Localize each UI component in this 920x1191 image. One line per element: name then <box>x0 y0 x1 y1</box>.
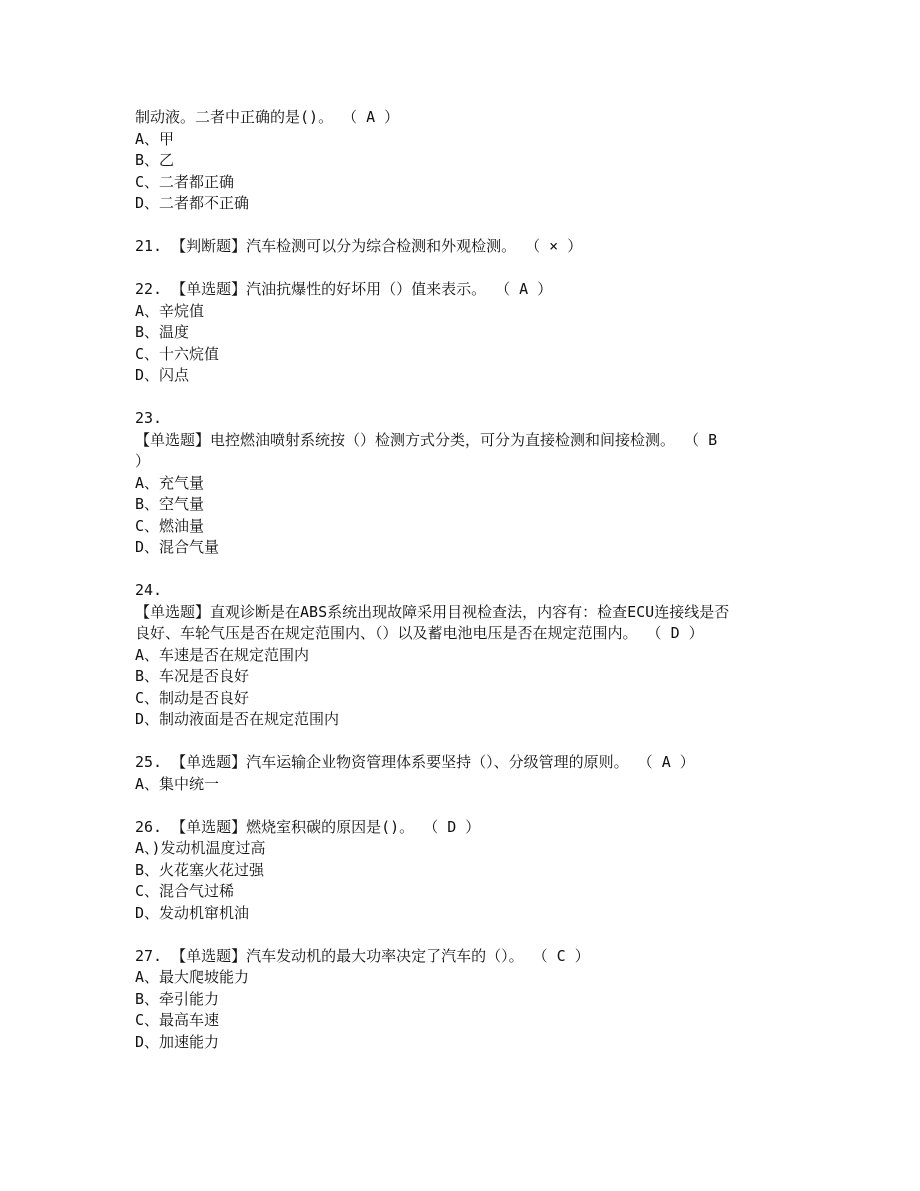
text-line: A、)发动机温度过高 <box>135 839 266 857</box>
text-line: C、燃油量 <box>135 516 205 535</box>
text-line: A、辛烷值 <box>135 301 205 320</box>
block-spacer <box>135 258 785 280</box>
text-line: D、发动机窜机油 <box>135 903 250 922</box>
question-line: 27. 【单选题】汽车发动机的最大功率决定了汽车的（）。 （ C ） <box>135 946 590 965</box>
text-line: C、二者都正确 <box>135 172 235 191</box>
text-line: B、温度 <box>135 323 190 341</box>
question-line: 21. 【判断题】汽车检测可以分为综合检测和外观检测。 （ × ） <box>135 237 583 255</box>
text-line: B、乙 <box>135 151 175 169</box>
block-spacer <box>135 795 785 817</box>
question-line: 24. <box>135 581 163 599</box>
text-line: B、火花塞火花过强 <box>135 860 265 879</box>
block-spacer <box>135 387 785 409</box>
question-block <box>135 236 785 258</box>
question-block <box>135 408 785 559</box>
text-line: D、制动液面是否在规定范围内 <box>135 710 340 728</box>
question-block <box>135 279 785 387</box>
question-line: 23. <box>135 409 163 427</box>
question-line: 25. 【单选题】汽车运输企业物资管理体系要坚持（）、分级管理的原则。 （ A ） <box>135 753 695 771</box>
block-spacer <box>135 731 785 753</box>
text-line: 【单选题】直观诊断是在ABS系统出现故障采用目视检查法，内容有：检查ECU连接线是否 <box>135 602 730 621</box>
text-line: C、十六烷值 <box>135 344 220 363</box>
question-block <box>135 752 785 795</box>
text-line: ） <box>135 452 151 470</box>
text-line: A、集中统一 <box>135 774 220 793</box>
question-block <box>135 817 785 925</box>
text-line: A、甲 <box>135 129 175 148</box>
text-line: D、加速能力 <box>135 1032 220 1051</box>
text-line: A、车速是否在规定范围内 <box>135 645 310 664</box>
text-line: B、空气量 <box>135 495 205 513</box>
question-block <box>135 580 785 731</box>
text-line: A、充气量 <box>135 473 205 492</box>
text-line: D、混合气量 <box>135 538 220 556</box>
block-spacer <box>135 924 785 946</box>
question-block <box>135 107 785 215</box>
document-body <box>135 107 785 1053</box>
block-spacer <box>135 559 785 581</box>
question-line: 26. 【单选题】燃烧室积碳的原因是()。 （ D ） <box>135 817 481 836</box>
question-line: 22. 【单选题】汽油抗爆性的好坏用（）值来表示。 （ A ） <box>135 280 553 298</box>
question-block <box>135 946 785 1054</box>
text-line: 良好、车轮气压是否在规定范围内、（）以及蓄电池电压是否在规定范围内。 （ D ） <box>135 624 704 642</box>
block-spacer <box>135 215 785 237</box>
text-line: D、闪点 <box>135 366 190 384</box>
text-line: 【单选题】电控燃油喷射系统按（）检测方式分类，可分为直接检测和间接检测。 （ B <box>135 430 718 449</box>
text-line: C、最高车速 <box>135 1011 220 1029</box>
text-line: D、二者都不正确 <box>135 194 250 212</box>
text-line: C、制动是否良好 <box>135 688 250 707</box>
text-line: B、车况是否良好 <box>135 667 250 685</box>
text-line: B、牵引能力 <box>135 989 220 1008</box>
text-line: C、混合气过稀 <box>135 882 235 900</box>
text-line: A、最大爬坡能力 <box>135 968 250 986</box>
question-line: 制动液。二者中正确的是()。 （ A ） <box>135 108 400 126</box>
